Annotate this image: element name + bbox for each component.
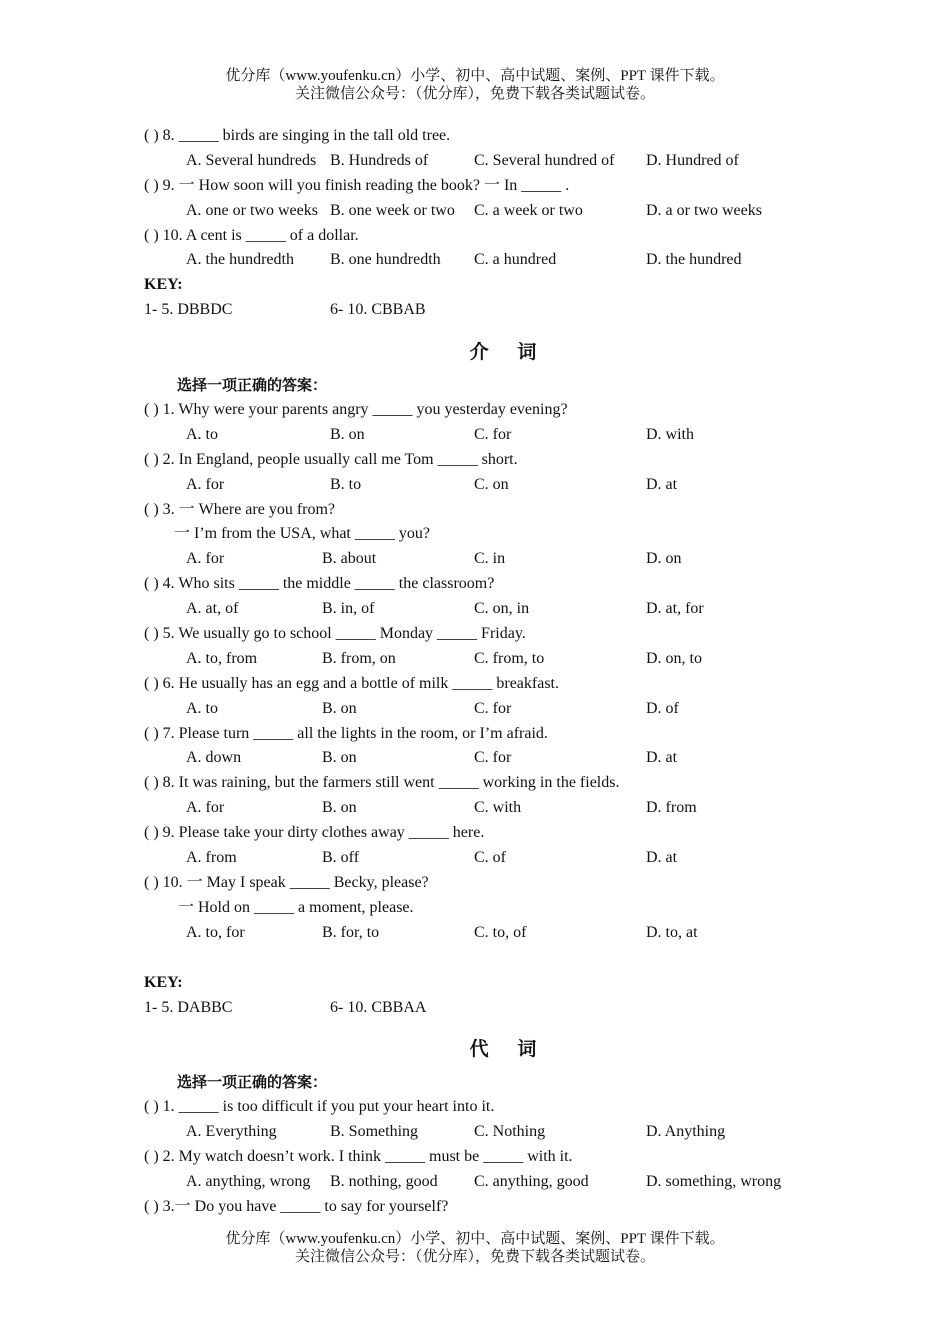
option-b: B. one week or two (330, 201, 455, 219)
option-c: C. on, in (474, 600, 530, 618)
option-a: A. the hundredth (186, 251, 294, 269)
option-b: B. from, on (322, 649, 396, 667)
footer-line-1: 优分库（www.youfenku.cn）小学、初中、高中试题、案例、PPT 课件下载。 (225, 1231, 725, 1247)
option-d: D. from (646, 799, 697, 817)
option-b: B. on (322, 699, 357, 717)
question-8: ( ) 8. It was raining, but the farmers still went _____ working in the fields. (144, 774, 620, 792)
question-9: ( ) 9. Please take your dirty clothes away _____ here. (144, 824, 485, 842)
option-c: C. Several hundred of (474, 151, 615, 169)
question-3: ( ) 3. 一 Where are you from? (144, 500, 336, 518)
option-c: C. for (474, 749, 512, 767)
question-3-reply: 一 I’m from the USA, what _____ you? (174, 525, 430, 543)
option-d: D. at (646, 849, 678, 867)
option-b: B. to (330, 475, 362, 493)
page-header (0, 67, 950, 103)
option-c: C. Nothing (474, 1123, 546, 1141)
option-c: C. a week or two (474, 201, 583, 219)
question-2-options (144, 473, 844, 498)
option-a: A. to, from (186, 649, 258, 667)
page-footer (0, 1230, 950, 1266)
question-4: ( ) 4. Who sits _____ the middle _____ the classroom? (144, 575, 495, 593)
question-9-options (144, 199, 844, 224)
option-a: A. for (186, 799, 225, 817)
question-1: ( ) 1. Why were your parents angry _____ you yesterday evening? (144, 401, 568, 419)
key-label: KEY: (144, 276, 183, 294)
option-d: D. of (646, 699, 679, 717)
option-a: A. to, for (186, 923, 245, 941)
question-5-options (144, 647, 844, 672)
question-3: ( ) 3.一 Do you have _____ to say for yourself? (144, 1197, 449, 1215)
question-1-options (144, 423, 844, 448)
footer-line-2: 关注微信公众号：（优分库），免费下载各类试题试卷。 (294, 1249, 655, 1265)
question-2: ( ) 2. My watch doesn’t work. I think _____ must be _____ with it. (144, 1148, 573, 1166)
question-2-options (144, 1170, 844, 1195)
option-b: B. on (322, 749, 357, 767)
answer-key-6-10: 6- 10. CBBAB (330, 301, 426, 319)
option-b: B. about (322, 550, 377, 568)
question-6: ( ) 6. He usually has an egg and a bottle of milk _____ breakfast. (144, 674, 559, 692)
question-4-options (144, 597, 844, 622)
option-c: C. in (474, 550, 506, 568)
question-7-options (144, 746, 844, 771)
option-c: C. to, of (474, 923, 527, 941)
section-title-prepositions: 介 词 (469, 342, 549, 364)
option-c: C. with (474, 799, 522, 817)
option-c: C. for (474, 425, 512, 443)
document-body (144, 124, 844, 1220)
answer-key-1-5: 1- 5. DBBDC (144, 301, 233, 319)
question-7: ( ) 7. Please turn _____ all the lights in the room, or I’m afraid. (144, 724, 548, 742)
option-b: B. nothing, good (330, 1172, 438, 1190)
option-d: D. to, at (646, 923, 698, 941)
option-d: D. a or two weeks (646, 201, 762, 219)
question-10-reply: 一 Hold on _____ a moment, please. (178, 898, 414, 916)
question-2: ( ) 2. In England, people usually call me Tom _____ short. (144, 450, 518, 468)
option-a: A. to (186, 425, 218, 443)
question-1-options (144, 1120, 844, 1145)
option-a: A. one or two weeks (186, 201, 318, 219)
answer-key (144, 996, 844, 1021)
header-line-2: 关注微信公众号：（优分库），免费下载各类试题试卷。 (294, 86, 655, 102)
option-b: B. one hundredth (330, 251, 441, 269)
option-b: B. Hundreds of (330, 151, 429, 169)
answer-key (144, 298, 844, 323)
option-a: A. Everything (186, 1123, 277, 1141)
question-9-options (144, 846, 844, 871)
option-b: B. for, to (322, 923, 380, 941)
question-5: ( ) 5. We usually go to school _____ Monday _____ Friday. (144, 625, 526, 643)
spacer (144, 946, 844, 971)
question-10-options (144, 248, 844, 273)
option-d: D. the hundred (646, 251, 742, 269)
option-d: D. on (646, 550, 682, 568)
option-a: A. from (186, 849, 237, 867)
question-10: ( ) 10. A cent is _____ of a dollar. (144, 226, 359, 244)
header-line-1: 优分库（www.youfenku.cn）小学、初中、高中试题、案例、PPT 课件下载。 (225, 68, 725, 84)
option-c: C. anything, good (474, 1172, 589, 1190)
question-3-options (144, 547, 844, 572)
question-10: ( ) 10. 一 May I speak _____ Becky, please? (144, 873, 429, 891)
option-b: B. Something (330, 1123, 419, 1141)
key-label: KEY: (144, 973, 183, 991)
option-a: A. to (186, 699, 218, 717)
option-c: C. of (474, 849, 506, 867)
option-b: B. off (322, 849, 360, 867)
question-1: ( ) 1. _____ is too difficult if you put your heart into it. (144, 1098, 495, 1116)
question-10-options (144, 921, 844, 946)
section-title-pronouns: 代 词 (469, 1039, 549, 1061)
question-8-options (144, 149, 844, 174)
option-d: D. at (646, 475, 678, 493)
option-d: D. Hundred of (646, 151, 739, 169)
option-c: C. a hundred (474, 251, 557, 269)
answer-key-6-10: 6- 10. CBBAA (330, 998, 427, 1016)
option-d: D. with (646, 425, 694, 443)
option-d: D. at, for (646, 600, 704, 618)
question-6-options (144, 697, 844, 722)
option-b: B. on (330, 425, 365, 443)
option-d: D. on, to (646, 649, 702, 667)
option-d: D. Anything (646, 1123, 726, 1141)
option-a: A. Several hundreds (186, 151, 317, 169)
option-b: B. on (322, 799, 357, 817)
section-instruction: 选择一项正确的答案： (177, 1073, 328, 1092)
option-a: A. for (186, 550, 225, 568)
question-8: ( ) 8. _____ birds are singing in the tall old tree. (144, 127, 451, 144)
option-d: D. at (646, 749, 678, 767)
option-d: D. something, wrong (646, 1172, 782, 1190)
option-a: A. at, of (186, 600, 239, 618)
option-c: C. from, to (474, 649, 545, 667)
section-instruction: 选择一项正确的答案： (177, 376, 328, 395)
option-c: C. on (474, 475, 509, 493)
question-9: ( ) 9. 一 How soon will you finish reading the book? 一 In _____ . (144, 176, 570, 194)
answer-key-1-5: 1- 5. DABBC (144, 998, 233, 1016)
option-b: B. in, of (322, 600, 375, 618)
question-8-options (144, 796, 844, 821)
option-a: A. anything, wrong (186, 1172, 311, 1190)
option-a: A. for (186, 475, 225, 493)
option-c: C. for (474, 699, 512, 717)
option-a: A. down (186, 749, 242, 767)
